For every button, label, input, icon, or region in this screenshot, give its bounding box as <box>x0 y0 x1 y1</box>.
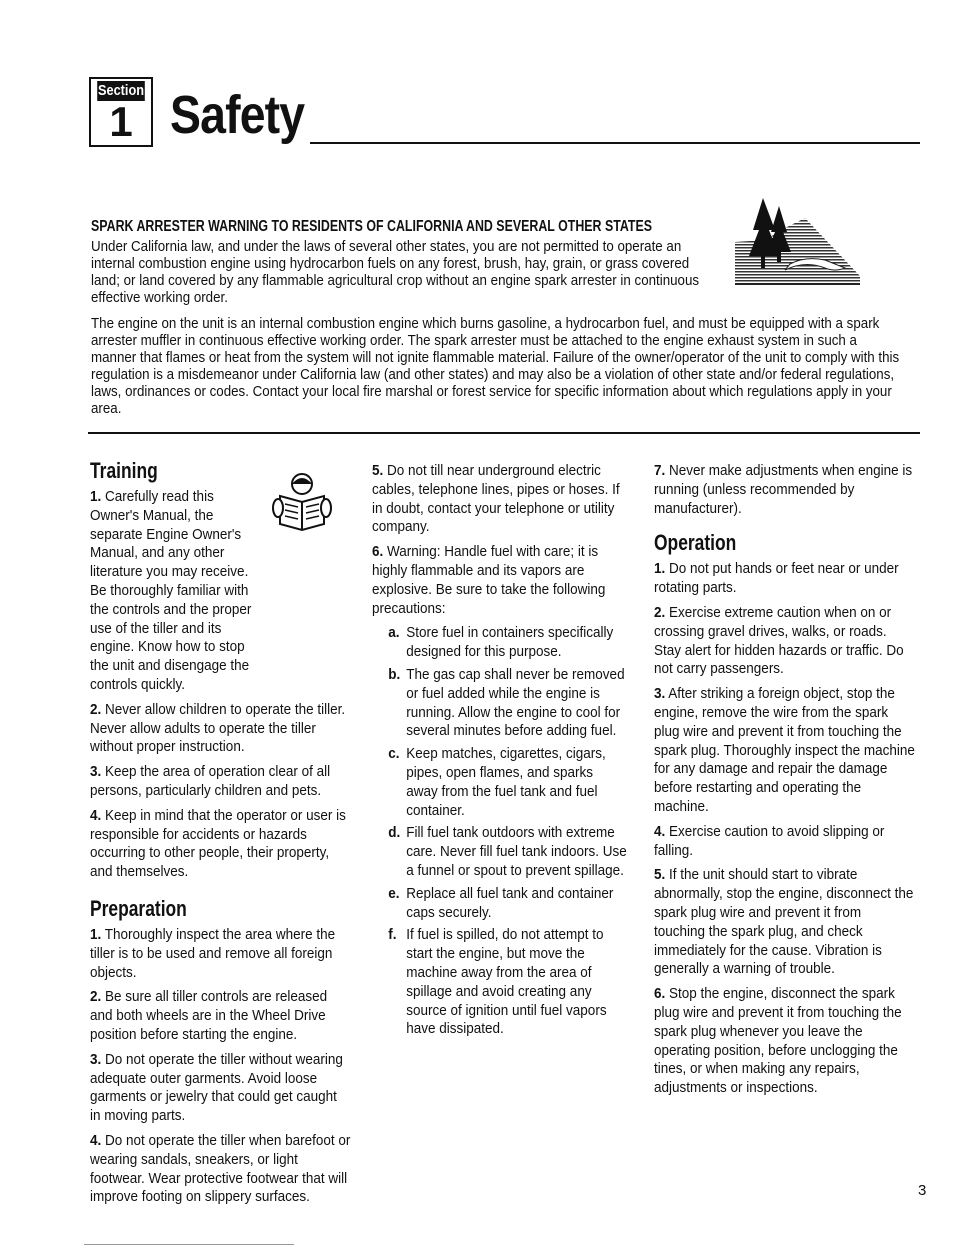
operation-item-5: 5. If the unit should start to vibrate abnormally, stop the engine, disconnect the spark plug wire and prevent it from touching the spark plug, and check immediately for the cause. Vibration is generally a warning of trouble. <box>654 866 914 978</box>
column-right <box>654 462 915 1104</box>
section-number: 1 <box>109 98 133 145</box>
operation-item-6: 6. Stop the engine, disconnect the spark plug wire and prevent it from touching the spark plug whenever you leave the operating position, before unclogging the tines, or when making any repairs, adjustments or inspections. <box>654 985 902 1097</box>
training-heading: Training <box>90 458 158 483</box>
subitem-f: f. If fuel is spilled, do not attempt to start the engine, but move the machine away from the area of spillage and avoid creating any source of ignition until fuel vapors have dissipated. <box>388 926 607 1038</box>
operation-item-4: 4. Exercise caution to avoid slipping or falling. <box>654 822 885 859</box>
subitem-c: c. Keep matches, cigarettes, cigars, pipes, open flames, and sparks away from the fuel tank and fuel container. <box>388 745 606 819</box>
warning-paragraph-1: Under California law, and under the laws of several other states, you are not permitted to operate an internal combustion engine using hydrocarbon fuels on any forest, brush, hay, grain, or grass covered land; or land covered by any flammable agricultural crop without an engine spark arrester in continuous effective working order. <box>91 239 700 306</box>
footer-rule <box>84 1244 294 1245</box>
operation-item-1: 1. Do not put hands or feet near or under rotating parts. <box>654 560 899 597</box>
right-item-7: 7. Never make adjustments when engine is running (unless recommended by manufacturer). <box>654 462 913 517</box>
title-divider <box>310 142 920 144</box>
reading-manual-icon <box>272 470 332 532</box>
training-item-1: 1. Carefully read this Owner's Manual, the separate Engine Owner's Manual, and any other literature you may receive. Be thoroughly familiar with the controls and the proper use of the tiller and its engine. Know how to stop the unit and disengage the controls quickly. <box>90 488 252 693</box>
subitem-b: b. The gas cap shall never be removed or fuel added while the engine is running. Allow the engine to cool for several minutes before adding fuel. <box>388 665 625 740</box>
section-badge <box>89 77 153 147</box>
preparation-heading: Preparation <box>90 895 187 921</box>
column-middle <box>372 462 628 1043</box>
subitem-d: d. Fill fuel tank outdoors with extreme care. Never fill fuel tank indoors. Use a funnel or spout to prevent spillage. <box>388 824 627 879</box>
column-left <box>90 458 351 1213</box>
training-item-2: 2. Never allow children to operate the tiller. Never allow adults to operate the tiller without proper instruction. <box>90 700 346 756</box>
section-label: Section <box>97 82 145 99</box>
preparation-item-1: 1. Thoroughly inspect the area where the tiller is to be used and remove all foreign objects. <box>90 925 336 981</box>
warning-paragraph-2: The engine on the unit is an internal combustion engine which burns gasoline, a hydrocarbon fuel, and must be equipped with a spark arrester muffler in continuous effective working order. The spark arrester must be attached to the engine exhaust system in such a manner that flames or heat from the system will not ignite flammable material. Failure of the owner/operator of the unit to comply with this regulation is a misdemeanor under California law (and other states) and may also be a violation of other state and/or federal regulations, laws, ordinances or codes. Contact your local fire marshal or forest service for specific information about which regulations apply in your area. <box>91 316 900 417</box>
forest-fire-icon <box>735 190 860 290</box>
training-item-4: 4. Keep in mind that the operator or user is responsible for accidents or hazards occurring to other people, their property, and themselves. <box>90 806 346 881</box>
subitem-a: a. Store fuel in containers specifically designed for this purpose. <box>388 624 614 661</box>
subitem-e: e. Replace all fuel tank and container caps securely. <box>388 884 614 921</box>
preparation-item-4: 4. Do not operate the tiller when barefoot or wearing sandals, sneakers, or light footwear. Wear protective footwear that will improve footing on slippery surfaces. <box>90 1131 351 1206</box>
preparation-item-3: 3. Do not operate the tiller without wearing adequate outer garments. Avoid loose garments or jewelry that could get caught in moving parts. <box>90 1050 343 1125</box>
middle-item-5: 5. Do not till near underground electric cables, telephone lines, pipes or hoses. If in doubt, contact your telephone or utility company. <box>372 462 620 536</box>
warning-heading: SPARK ARRESTER WARNING TO RESIDENTS OF CALIFORNIA AND SEVERAL OTHER STATES <box>91 218 653 235</box>
page-number: 3 <box>918 1182 927 1199</box>
page-title: Safety <box>170 85 305 145</box>
preparation-item-2: 2. Be sure all tiller controls are released and both wheels are in the Wheel Drive position before starting the engine. <box>90 988 328 1043</box>
operation-item-2: 2. Exercise extreme caution when on or crossing gravel drives, walks, or roads. Stay alert for hidden hazards or traffic. Do not carry passengers. <box>654 603 904 678</box>
training-item-3: 3. Keep the area of operation clear of all persons, particularly children and pets. <box>90 763 331 799</box>
middle-item-6: 6. Warning: Handle fuel with care; it is highly flammable and its vapors are explosive. Be sure to take the following precautions: <box>372 543 606 617</box>
operation-item-3: 3. After striking a foreign object, stop the engine, remove the wire from the spark plug wire and prevent it from touching the spark plug. Thoroughly inspect the machine for any damage and repair the damage before restarting and operating the machine. <box>654 685 915 815</box>
section-divider <box>88 432 920 434</box>
operation-heading: Operation <box>654 530 737 556</box>
